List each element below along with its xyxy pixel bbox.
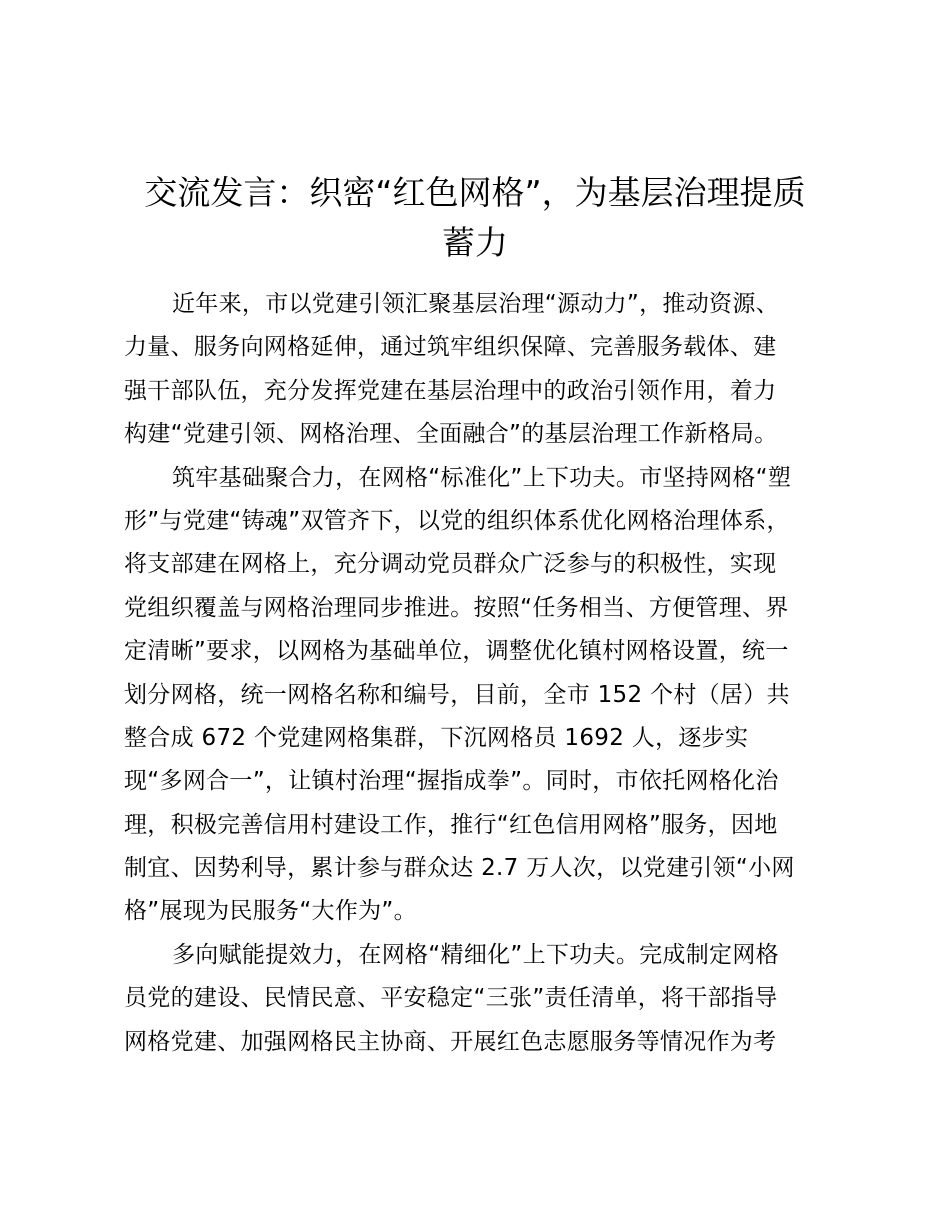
title-line: 交流发言：织密“红色网格”，为基层治理提质 [144,173,806,212]
paragraph-line: 党组织覆盖与网格治理同步推进。按照“任务相当、方便管理、界 [124,594,789,621]
paragraph-line: 理，积极完善信用村建设工作，推行“红色信用网格”服务，因地 [124,811,778,838]
paragraph-line: 格”展现为民服务“大作为”。 [124,898,417,925]
paragraph-2 [124,457,844,934]
document-title [110,168,840,268]
paragraph-line: 筑牢基础聚合力，在网格“标准化”上下功夫。市坚持网格“塑 [172,464,792,491]
title-line: 蓄力 [442,223,508,262]
paragraph-line: 强干部队伍，充分发挥党建在基层治理中的政治引领作用，着力 [124,377,777,404]
paragraph-1 [124,283,844,457]
paragraph-line: 定清晰”要求，以网格为基础单位，调整优化镇村网格设置，统一 [124,638,789,665]
paragraph-line: 多向赋能提效力，在网格“精细化”上下功夫。完成制定网格 [172,941,779,968]
paragraph-line: 网格党建、加强网格民主协商、开展红色志愿服务等情况作为考 [124,1028,777,1055]
document-body [124,283,844,1064]
paragraph-line: 现“多网合一”，让镇村治理“握指成拳”。同时，市依托网格化治 [124,768,779,795]
paragraph-line: 员党的建设、民情民意、平安稳定“三张”责任清单，将干部指导 [124,985,778,1012]
paragraph-line: 制宜、因势利导，累计参与群众达 2.7 万人次，以党建引领“小网 [124,855,795,882]
paragraph-line: 整合成 672 个党建网格集群，下沉网格员 1692 人，逐步实 [124,724,749,751]
paragraph-line: 划分网格，统一网格名称和编号，目前，全市 152 个村（居）共 [124,681,790,708]
paragraph-3 [124,934,844,1064]
paragraph-line: 力量、服务向网格延伸，通过筑牢组织保障、完善服务载体、建 [124,334,777,361]
paragraph-line: 将支部建在网格上，充分调动党员群众广泛参与的积极性，实现 [124,551,777,578]
paragraph-line: 构建“党建引领、网格治理、全面融合”的基层治理工作新格局。 [124,421,778,448]
paragraph-line: 近年来，市以党建引领汇聚基层治理“源动力”，推动资源、 [172,291,779,317]
paragraph-line: 形”与党建“铸魂”双管齐下，以党的组织体系优化网格治理体系， [124,507,790,534]
